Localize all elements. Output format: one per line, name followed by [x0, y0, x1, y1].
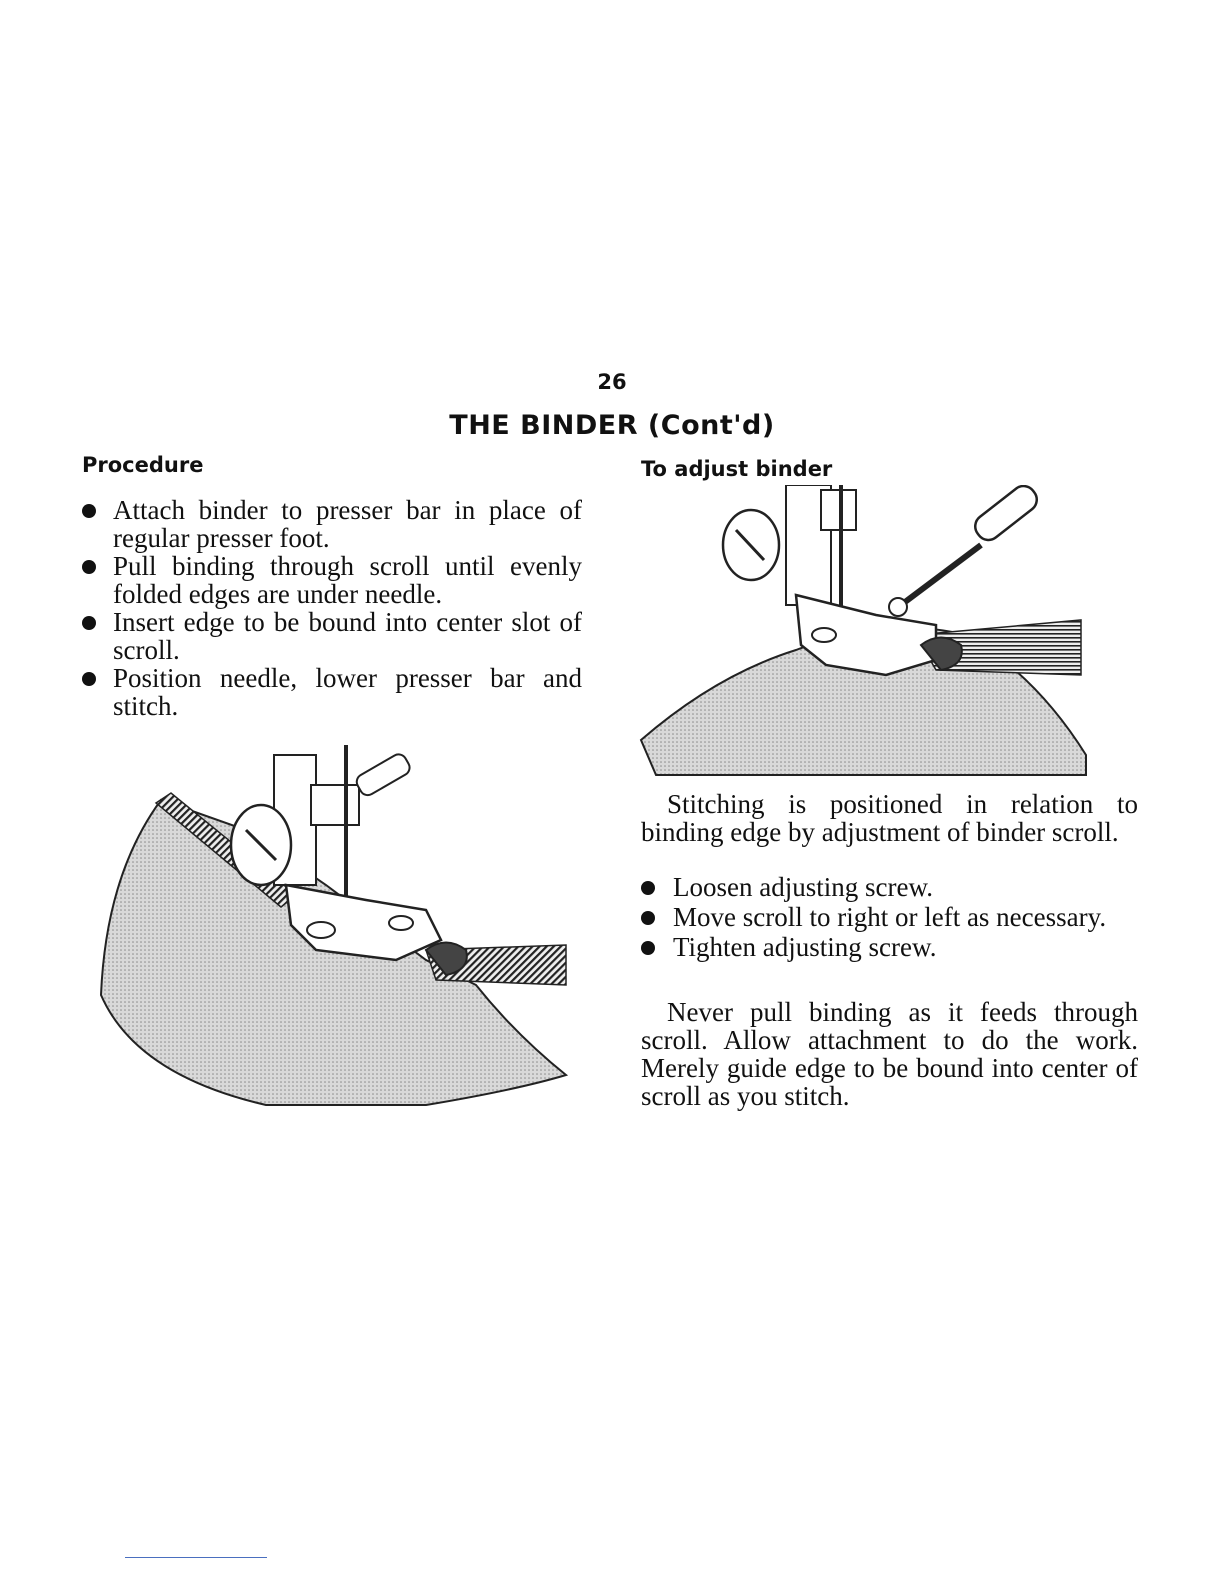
adjust-list [641, 873, 1141, 963]
list-item: Position needle, lower presser bar and stitch. [82, 664, 582, 720]
page-number: 26 [597, 370, 627, 394]
bullet-icon [641, 881, 655, 895]
list-item: Tighten adjusting screw. [641, 933, 1141, 961]
adjust-intro-paragraph: Stitching is positioned in relation to binding edge by adjustment of binder scroll. [641, 789, 1138, 847]
adjust-binder-heading: To adjust binder [641, 457, 833, 481]
list-item: Loosen adjusting screw. [641, 873, 1141, 901]
page-title: THE BINDER (Cont'd) [449, 410, 775, 441]
closing-paragraph: Never pull binding as it feeds through scroll. Allow attachment to do the work. Merely guide edge to be bound into center of scroll as you stitch. [641, 997, 1138, 1111]
bullet-icon [82, 672, 96, 686]
procedure-list [82, 496, 582, 720]
list-item: Move scroll to right or left as necessary. [641, 903, 1141, 931]
list-item: Attach binder to presser bar in place of regular presser foot. [82, 496, 582, 552]
binder-adjustment-illustration [636, 485, 1096, 785]
list-item: Pull binding through scroll until evenly folded edges are under needle. [82, 552, 582, 608]
bullet-icon [641, 941, 655, 955]
bullet-icon [82, 504, 96, 518]
bullet-icon [82, 560, 96, 574]
procedure-heading: Procedure [82, 453, 204, 477]
bullet-icon [82, 616, 96, 630]
list-item: Insert edge to be bound into center slot of scroll. [82, 608, 582, 664]
binder-stitching-illustration [96, 745, 576, 1125]
bullet-icon [641, 911, 655, 925]
footer-rule [125, 1557, 267, 1558]
